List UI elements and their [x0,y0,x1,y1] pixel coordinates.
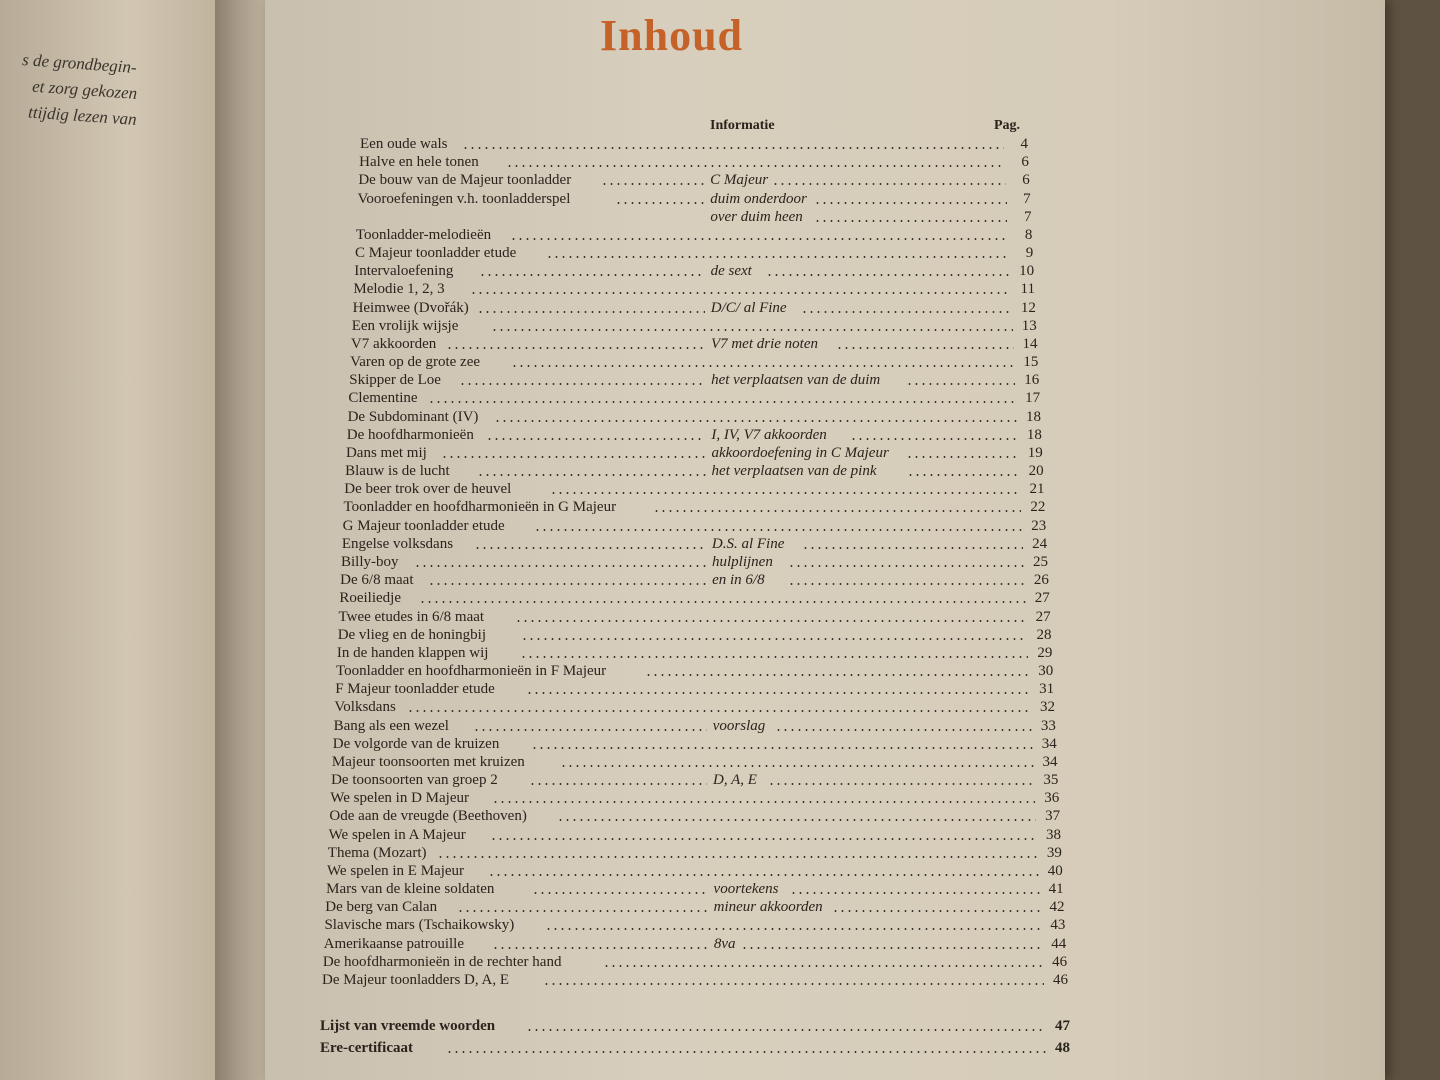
toc-entry [354,263,1034,281]
appendix-entry [320,1018,1070,1036]
toc-entry-page: 16 [1024,372,1040,389]
leader-dots [766,274,1010,276]
toc-entry-title: V7 akkoorden [350,335,437,352]
toc-entry-page: 7 [1023,208,1032,225]
toc-entry-page: 37 [1045,808,1061,825]
toc-entry-title: Heimwee (Dvořák) [352,299,469,316]
toc-entry [355,245,1033,263]
left-page [0,0,215,1080]
leader-dots [446,347,705,349]
toc-entry-title: Clementine [348,390,418,407]
leader-dots [836,347,1014,349]
toc-entry [335,681,1054,699]
toc-entry-info: de sext [710,263,752,280]
toc-entry-page: 19 [1027,444,1043,461]
leader-dots [486,438,705,440]
toc-entry-title: Majeur toonsoorten met kruizen [331,753,525,770]
toc-entry-page: 7 [1023,190,1031,207]
leader-dots [775,729,1032,731]
toc-entry-info: duim onderdoor [710,190,807,207]
toc-entry-title: Vooroefeningen v.h. toonladderspel [357,190,571,207]
toc-entry [325,899,1064,917]
toc-entry-page: 44 [1051,935,1067,952]
leader-dots [772,183,1006,185]
leader-dots [474,547,706,549]
toc-entry-title: De Majeur toonladders D, A, E [322,972,510,988]
left-page-line: et zorg gekozen [31,76,138,103]
toc-entry [326,881,1064,899]
toc-entry [342,536,1047,554]
toc-entry [358,191,1031,209]
toc-entry [328,845,1062,863]
leader-dots [532,892,708,894]
toc-entry-title: De toonsoorten van groep 2 [331,772,498,789]
toc-entry [353,300,1036,318]
toc-entry [339,609,1051,627]
leader-dots [645,674,1029,676]
appendix-entry-page: 47 [1055,1018,1070,1034]
appendix-entry-title: Ere-certificaat [320,1040,413,1056]
toc-entry [347,427,1042,445]
toc-entry-title: Bang als een wezel [333,717,449,734]
leader-dots [801,311,1012,313]
toc-entry-title: In de handen klappen wij [336,644,489,661]
leader-dots [462,147,1004,149]
leader-dots [790,892,1040,894]
toc-entry-title: G Majeur toonladder etude [342,517,505,534]
toc-entry-title: De hoofdharmonieën [346,426,474,443]
toc-entry [330,790,1059,808]
toc-entry-title: Engelse volksdans [341,535,454,552]
toc-entry-page: 10 [1019,263,1035,280]
toc-entry [322,972,1068,990]
toc-entry [357,209,1032,227]
toc-entry-page: 31 [1039,681,1055,698]
leader-dots [473,729,707,731]
leader-dots [653,510,1022,512]
toc-entry-page: 30 [1038,663,1054,680]
leader-dots [437,856,1038,858]
toc-entry [353,281,1035,299]
toc-entry-page: 27 [1034,590,1050,607]
column-header-info: Informatie [710,118,775,133]
page-title: Inhoud [600,11,744,60]
toc-entry-page: 42 [1049,899,1065,916]
leader-dots [457,910,708,912]
toc-entry-page: 13 [1021,317,1037,334]
leader-dots [768,783,1034,785]
leader-dots [529,783,707,785]
toc-entry-page: 27 [1035,608,1051,625]
toc-entry-title: Slavische mars (Tschaikowsky) [324,917,515,934]
toc-entry-info: hulplijnen [712,554,773,570]
toc-entry-page: 22 [1030,499,1046,516]
leader-dots [546,256,1009,258]
toc-entry [334,699,1055,717]
toc-entry-title: Roeiliedje [339,590,401,607]
leader-dots [906,456,1018,458]
leader-dots [428,401,1016,403]
toc-entry-page: 40 [1047,862,1063,879]
toc-entry-info: en in 6/8 [712,572,765,589]
toc-entry [323,954,1067,972]
toc-entry-page: 34 [1042,753,1058,770]
toc-entry-page: 25 [1033,554,1048,570]
toc-entry-title: De hoofdharmonieën in de rechter hand [322,953,562,970]
toc-entry [358,172,1029,190]
toc-entry-page: 24 [1032,535,1048,552]
toc-entry [343,499,1045,517]
toc-entry-page: 32 [1039,699,1055,716]
toc-entry [336,663,1053,681]
toc-entry [333,736,1057,754]
toc-entry-title: Toonladder en hoofdharmonieën in F Majeur [336,663,607,680]
toc-entry [339,590,1049,608]
left-page-line: s de grondbegin- [22,50,138,77]
toc-entry-title: Toonladder-melodieën [355,226,492,243]
toc-entry [341,554,1048,572]
leader-dots [526,692,1030,694]
toc-entry [331,772,1058,790]
toc-entry-title: De bouw van de Majeur toonladder [358,172,572,189]
toc-entry-info: C Majeur [710,172,769,189]
leader-dots [490,838,1037,840]
leader-dots [850,438,1018,440]
toc-entry-info: D, A, E [713,772,757,789]
toc-entry-info: het verplaatsen van de duim [711,372,881,389]
leader-dots [601,183,704,185]
toc-entry [349,372,1039,390]
toc-entry [351,336,1038,354]
leader-dots [560,765,1034,767]
leader-dots [492,801,1036,803]
toc-entry-page: 12 [1020,299,1036,316]
toc-entry-title: C Majeur toonladder etude [355,245,517,262]
leader-dots [479,274,705,276]
toc-entry-title: Thema (Mozart) [327,844,427,861]
toc-entry [356,227,1032,245]
leader-dots [510,238,1008,240]
toc-entry [337,645,1052,663]
leader-dots [534,529,1023,531]
toc-entry-title: Melodie 1, 2, 3 [353,281,445,298]
leader-dots [407,710,1031,712]
leader-dots [520,656,1028,658]
toc-entry-title: Skipper de Loe [349,372,441,389]
toc-entry-info: akkoordoefening in C Majeur [711,444,889,461]
toc-entry [332,754,1058,772]
toc-entry-page: 8 [1024,226,1033,243]
leader-dots [615,202,704,204]
toc-entry-info: voorslag [712,717,766,734]
leader-dots [550,492,1020,494]
leader-dots [543,983,1044,985]
toc-entry [340,572,1049,590]
toc-entry-page: 33 [1040,717,1056,734]
toc-entry-page: 9 [1025,245,1034,262]
toc-entry-info: V7 met drie noten [710,335,818,352]
toc-entry-title: Intervaloefening [354,263,454,280]
toc-entry [360,136,1028,154]
toc-entry-page: 20 [1028,463,1044,480]
column-header-page: Pag. [994,118,1021,133]
toc-entry-page: 17 [1025,390,1041,407]
leader-dots [446,1051,1046,1053]
toc-entry-page: 23 [1031,517,1047,534]
leader-dots [526,1029,1046,1031]
toc-entry-title: F Majeur toonladder etude [335,681,495,698]
appendix-entry-page: 48 [1055,1040,1070,1056]
toc-entry-page: 46 [1052,953,1068,970]
leader-dots [477,474,706,476]
toc-entry-title: Amerikaanse patrouille [323,935,465,952]
toc-entry-title: De Subdominant (IV) [347,408,479,425]
toc-entry-info: het verplaatsen van de pink [711,463,877,480]
leader-dots [832,910,1041,912]
toc-entry-title: Dans met mij [345,444,427,461]
toc-entry-page: 41 [1048,881,1064,898]
leader-dots [491,329,1013,331]
toc-entry-info: mineur akkoorden [713,899,823,916]
toc-entry [348,390,1040,408]
toc-entry-title: Een vrolijk wijsje [351,317,459,334]
toc-entry-title: De vlieg en de honingbij [337,626,486,643]
toc-entry-info: I, IV, V7 akkoorden [711,426,827,443]
toc-entry-info: D/C/ al Fine [710,299,787,316]
toc-entry-title: De beer trok over de heuvel [344,481,512,498]
leader-dots [741,947,1042,949]
leader-dots [788,583,1025,585]
leader-dots [414,565,706,567]
toc-entry-info: D.S. al Fine [711,535,785,552]
toc-entry-title: Ode aan de vreugde (Beethoven) [329,808,527,825]
leader-dots [441,456,706,458]
toc-entry-title: De volgorde van de kruizen [332,735,500,752]
toc-entry-info: over duim heen [710,208,803,225]
toc-entry-title: Toonladder en hoofdharmonieën in G Majeur [343,499,617,516]
toc-entry [346,445,1043,463]
toc-entry [324,936,1067,954]
toc-entry [359,154,1029,172]
leader-dots [907,474,1020,476]
toc-entry-page: 18 [1026,408,1042,425]
toc-entry [327,863,1063,881]
leader-dots [531,747,1033,749]
toc-entry-title: We spelen in D Majeur [330,790,469,807]
leader-dots [814,220,1007,222]
toc-entry-page: 34 [1041,735,1057,752]
toc-entry-title: Volksdans [334,699,396,716]
leader-dots [788,565,1024,567]
toc-entry [344,481,1044,499]
toc-entry-page: 4 [1020,136,1028,152]
leader-dots [470,292,1011,294]
toc-entry-page: 6 [1022,172,1030,189]
toc-entry-title: Een oude wals [360,136,448,152]
toc-entry-page: 6 [1021,154,1029,171]
appendix-entry [320,1040,1070,1058]
toc-entry-page: 38 [1046,826,1062,843]
toc-entry-info: 8va [713,935,736,952]
toc-entry-title: De 6/8 maat [340,572,414,589]
leader-dots [419,601,1025,603]
toc-entry-page: 29 [1037,644,1053,661]
leader-dots [506,165,1005,167]
leader-dots [428,583,707,585]
appendix-entry-title: Lijst van vreemde woorden [320,1018,496,1034]
toc-entry-title: Blauw is de lucht [345,463,450,480]
leader-dots [488,874,1038,876]
leader-dots [603,965,1044,967]
toc-entry-title: Billy-boy [341,554,399,570]
toc-entry-page: 39 [1046,844,1062,861]
toc-entry-page: 35 [1043,772,1059,789]
toc-entry [343,518,1047,536]
leader-dots [802,547,1023,549]
toc-entry-page: 36 [1044,790,1060,807]
leader-dots [557,819,1036,821]
toc-entry-title: Twee etudes in 6/8 maat [338,608,485,625]
toc-entry-title: Mars van de kleine soldaten [326,881,495,898]
toc-entry [348,409,1041,427]
leader-dots [511,365,1014,367]
leader-dots [494,420,1017,422]
toc-entry [338,627,1052,645]
toc-entry [329,827,1061,845]
leader-dots [459,383,705,385]
toc-entry-page: 26 [1033,572,1049,589]
toc-entry-title: Varen op de grote zee [350,354,481,371]
leader-dots [521,638,1027,640]
toc-entry-page: 11 [1020,281,1035,298]
toc-entry-page: 43 [1050,917,1066,934]
leader-dots [492,947,707,949]
toc-entry [334,718,1056,736]
toc-entry-page: 46 [1053,972,1068,988]
leader-dots [515,620,1027,622]
toc-entry [324,917,1065,935]
leader-dots [814,202,1006,204]
toc-entry [345,463,1044,481]
toc-entry-page: 18 [1026,426,1042,443]
toc-entry-title: De berg van Calan [325,899,438,916]
leader-dots [545,928,1041,930]
toc-entry-page: 28 [1036,626,1052,643]
toc-entry-title: We spelen in E Majeur [326,862,465,879]
toc-entry-title: Halve en hele tonen [359,154,479,171]
leader-dots [477,311,705,313]
toc-entry [352,318,1037,336]
toc-entry-title: We spelen in A Majeur [328,826,466,843]
toc-entry-info: voortekens [713,881,779,898]
left-page-line: ttijdig lezen van [28,102,138,129]
toc-entry-page: 21 [1029,481,1045,498]
toc-entry [350,354,1038,372]
toc-entry-page: 14 [1022,335,1038,352]
toc-entry-page: 15 [1023,354,1039,371]
toc-entry [329,808,1060,826]
leader-dots [906,383,1015,385]
